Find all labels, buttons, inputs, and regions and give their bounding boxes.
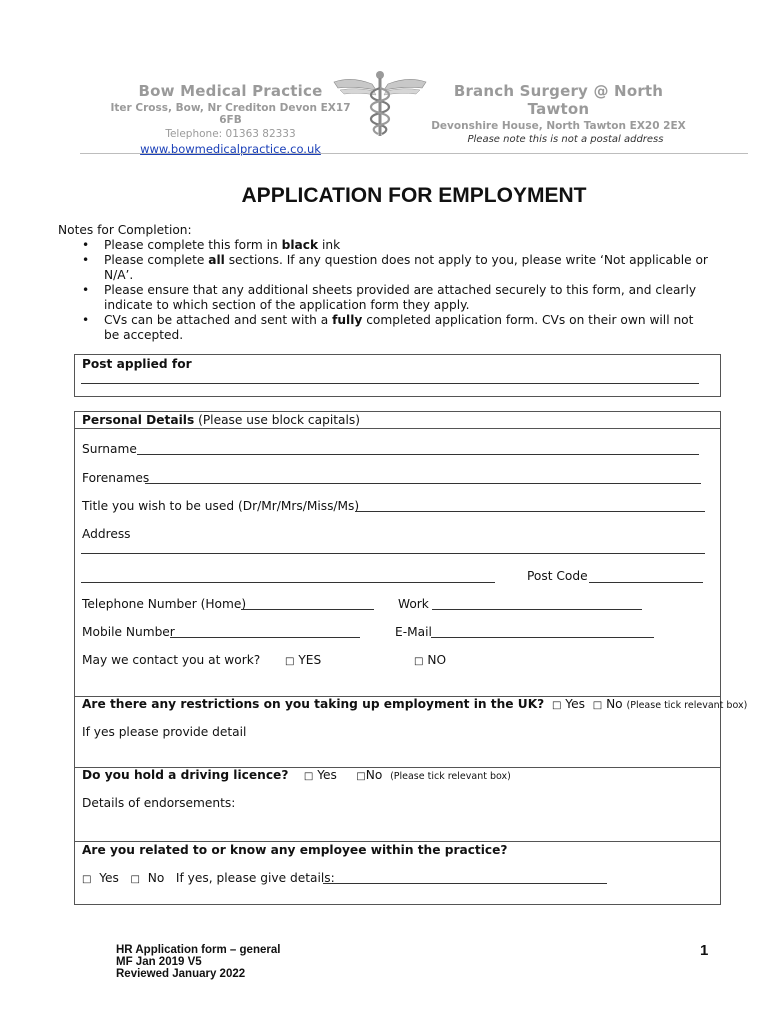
note-item	[104, 283, 708, 313]
title-label: Title you wish to be used (Dr/Mr/Mrs/Miss/Ms)	[82, 499, 360, 513]
contact-no-option[interactable]	[414, 653, 446, 667]
licence-question: Do you hold a driving licence?	[82, 768, 289, 782]
post-applied-field[interactable]	[81, 372, 699, 384]
note-text: completed application form. CVs on their own will not be accepted.	[104, 313, 694, 342]
practice-name: Bow Medical Practice	[138, 82, 323, 100]
note-item	[104, 238, 708, 253]
contact-at-work-label: May we contact you at work?	[82, 653, 261, 667]
section-divider	[75, 841, 720, 842]
restrictions-detail-label: If yes please provide detail	[82, 725, 247, 739]
personal-details-heading	[82, 413, 360, 427]
restrictions-question: Are there any restrictions on you taking up employment in the UK?	[82, 697, 545, 711]
related-yes-label: Yes	[99, 871, 119, 885]
post-applied-label: Post applied for	[82, 357, 192, 371]
footer-version: MF Jan 2019 V5	[116, 956, 202, 968]
related-question: Are you related to or know any employee within the practice?	[82, 843, 508, 857]
forenames-label: Forenames	[82, 471, 150, 485]
restrictions-tick-note: (Please tick relevant box)	[626, 700, 748, 711]
note-text: Please ensure that any additional sheets provided are attached securely to this form, and clearly indicate to which section of the application form they apply.	[104, 283, 697, 312]
note-text: Please complete this form in	[104, 238, 282, 252]
application-form-box	[74, 411, 748, 905]
surname-field[interactable]	[137, 443, 699, 455]
licence-yes-label: Yes	[317, 768, 337, 782]
email-label: E-Mail	[395, 625, 432, 639]
caduceus-logo	[332, 68, 428, 138]
branch-address: Devonshire House, North Tawton EX20 2EX	[431, 120, 686, 132]
related-details-label: If yes, please give details:	[175, 871, 335, 885]
postcode-field[interactable]	[589, 571, 703, 583]
home-telephone-field[interactable]	[241, 598, 374, 610]
practice-website-link[interactable]: www.bowmedicalpractice.co.uk	[140, 142, 321, 156]
endorsements-label: Details of endorsements:	[82, 796, 236, 810]
personal-details-title: Personal Details	[82, 413, 195, 427]
checkbox-icon[interactable]: □	[551, 700, 562, 711]
note-text: ink	[318, 238, 341, 252]
email-field[interactable]	[431, 626, 654, 638]
surname-label: Surname	[82, 442, 137, 456]
address-line-2-field[interactable]	[81, 571, 495, 583]
contact-no-label: NO	[427, 653, 447, 667]
notes-list	[58, 238, 708, 343]
checkbox-icon[interactable]: □	[356, 771, 366, 782]
licence-no-label: No	[365, 768, 383, 782]
note-emphasis: all	[208, 253, 225, 267]
checkbox-icon[interactable]: □	[592, 700, 603, 711]
note-item	[104, 313, 708, 343]
page-number: 1	[700, 942, 709, 959]
checkbox-icon[interactable]: □	[303, 771, 314, 782]
header-divider	[80, 153, 748, 154]
practice-address: Iter Cross, Bow, Nr Crediton Devon EX17 6FB	[110, 102, 351, 126]
address-line-1-field[interactable]	[81, 542, 705, 554]
personal-details-hint: (Please use block capitals)	[194, 413, 360, 427]
contact-yes-option[interactable]	[285, 653, 321, 667]
postcode-label: Post Code	[527, 569, 588, 583]
contact-yes-label: YES	[298, 653, 322, 667]
checkbox-icon[interactable]: □	[285, 656, 295, 667]
note-text: Please complete	[104, 253, 209, 267]
checkbox-icon[interactable]: □	[414, 656, 424, 667]
footer-reviewed: Reviewed January 2022	[116, 968, 246, 980]
completion-notes	[58, 223, 708, 343]
notes-heading: Notes for Completion:	[58, 223, 192, 237]
restrictions-yes-label: Yes	[565, 697, 585, 711]
restrictions-no-label: No	[606, 697, 623, 711]
note-item	[104, 253, 708, 283]
footer-form-name: HR Application form – general	[116, 944, 281, 956]
note-text: CVs can be attached and sent with a	[104, 313, 333, 327]
work-telephone-label: Work	[398, 597, 429, 611]
branch-postal-note: Please note this is not a postal address	[467, 134, 664, 145]
title-field[interactable]	[355, 500, 705, 512]
licence-question-row	[82, 768, 511, 782]
footer	[116, 944, 280, 980]
related-no-label: No	[147, 871, 165, 885]
page-title: APPLICATION FOR EMPLOYMENT	[241, 184, 587, 207]
mobile-label: Mobile Number	[82, 625, 175, 639]
practice-telephone: Telephone: 01363 82333	[165, 128, 296, 140]
practice-header-left	[98, 82, 363, 156]
post-applied-section	[74, 354, 721, 397]
mobile-field[interactable]	[170, 626, 360, 638]
note-emphasis: black	[281, 238, 319, 252]
restrictions-question-row	[82, 697, 747, 711]
work-telephone-field[interactable]	[432, 598, 642, 610]
branch-name: Branch Surgery @ North Tawton	[453, 82, 664, 118]
related-details-field[interactable]	[323, 872, 607, 884]
address-label: Address	[82, 527, 131, 541]
licence-tick-note: (Please tick relevant box)	[390, 771, 511, 782]
branch-header-right	[426, 82, 691, 145]
checkbox-icon[interactable]: □	[130, 874, 140, 885]
section-divider	[75, 428, 720, 429]
related-answer-row	[82, 871, 335, 885]
home-telephone-label: Telephone Number (Home)	[82, 597, 247, 611]
note-emphasis: fully	[332, 313, 363, 327]
checkbox-icon[interactable]: □	[82, 874, 92, 885]
note-text: sections. If any question does not apply to you, please write ‘Not applicable or N/A’.	[104, 253, 708, 282]
forenames-field[interactable]	[145, 472, 701, 484]
